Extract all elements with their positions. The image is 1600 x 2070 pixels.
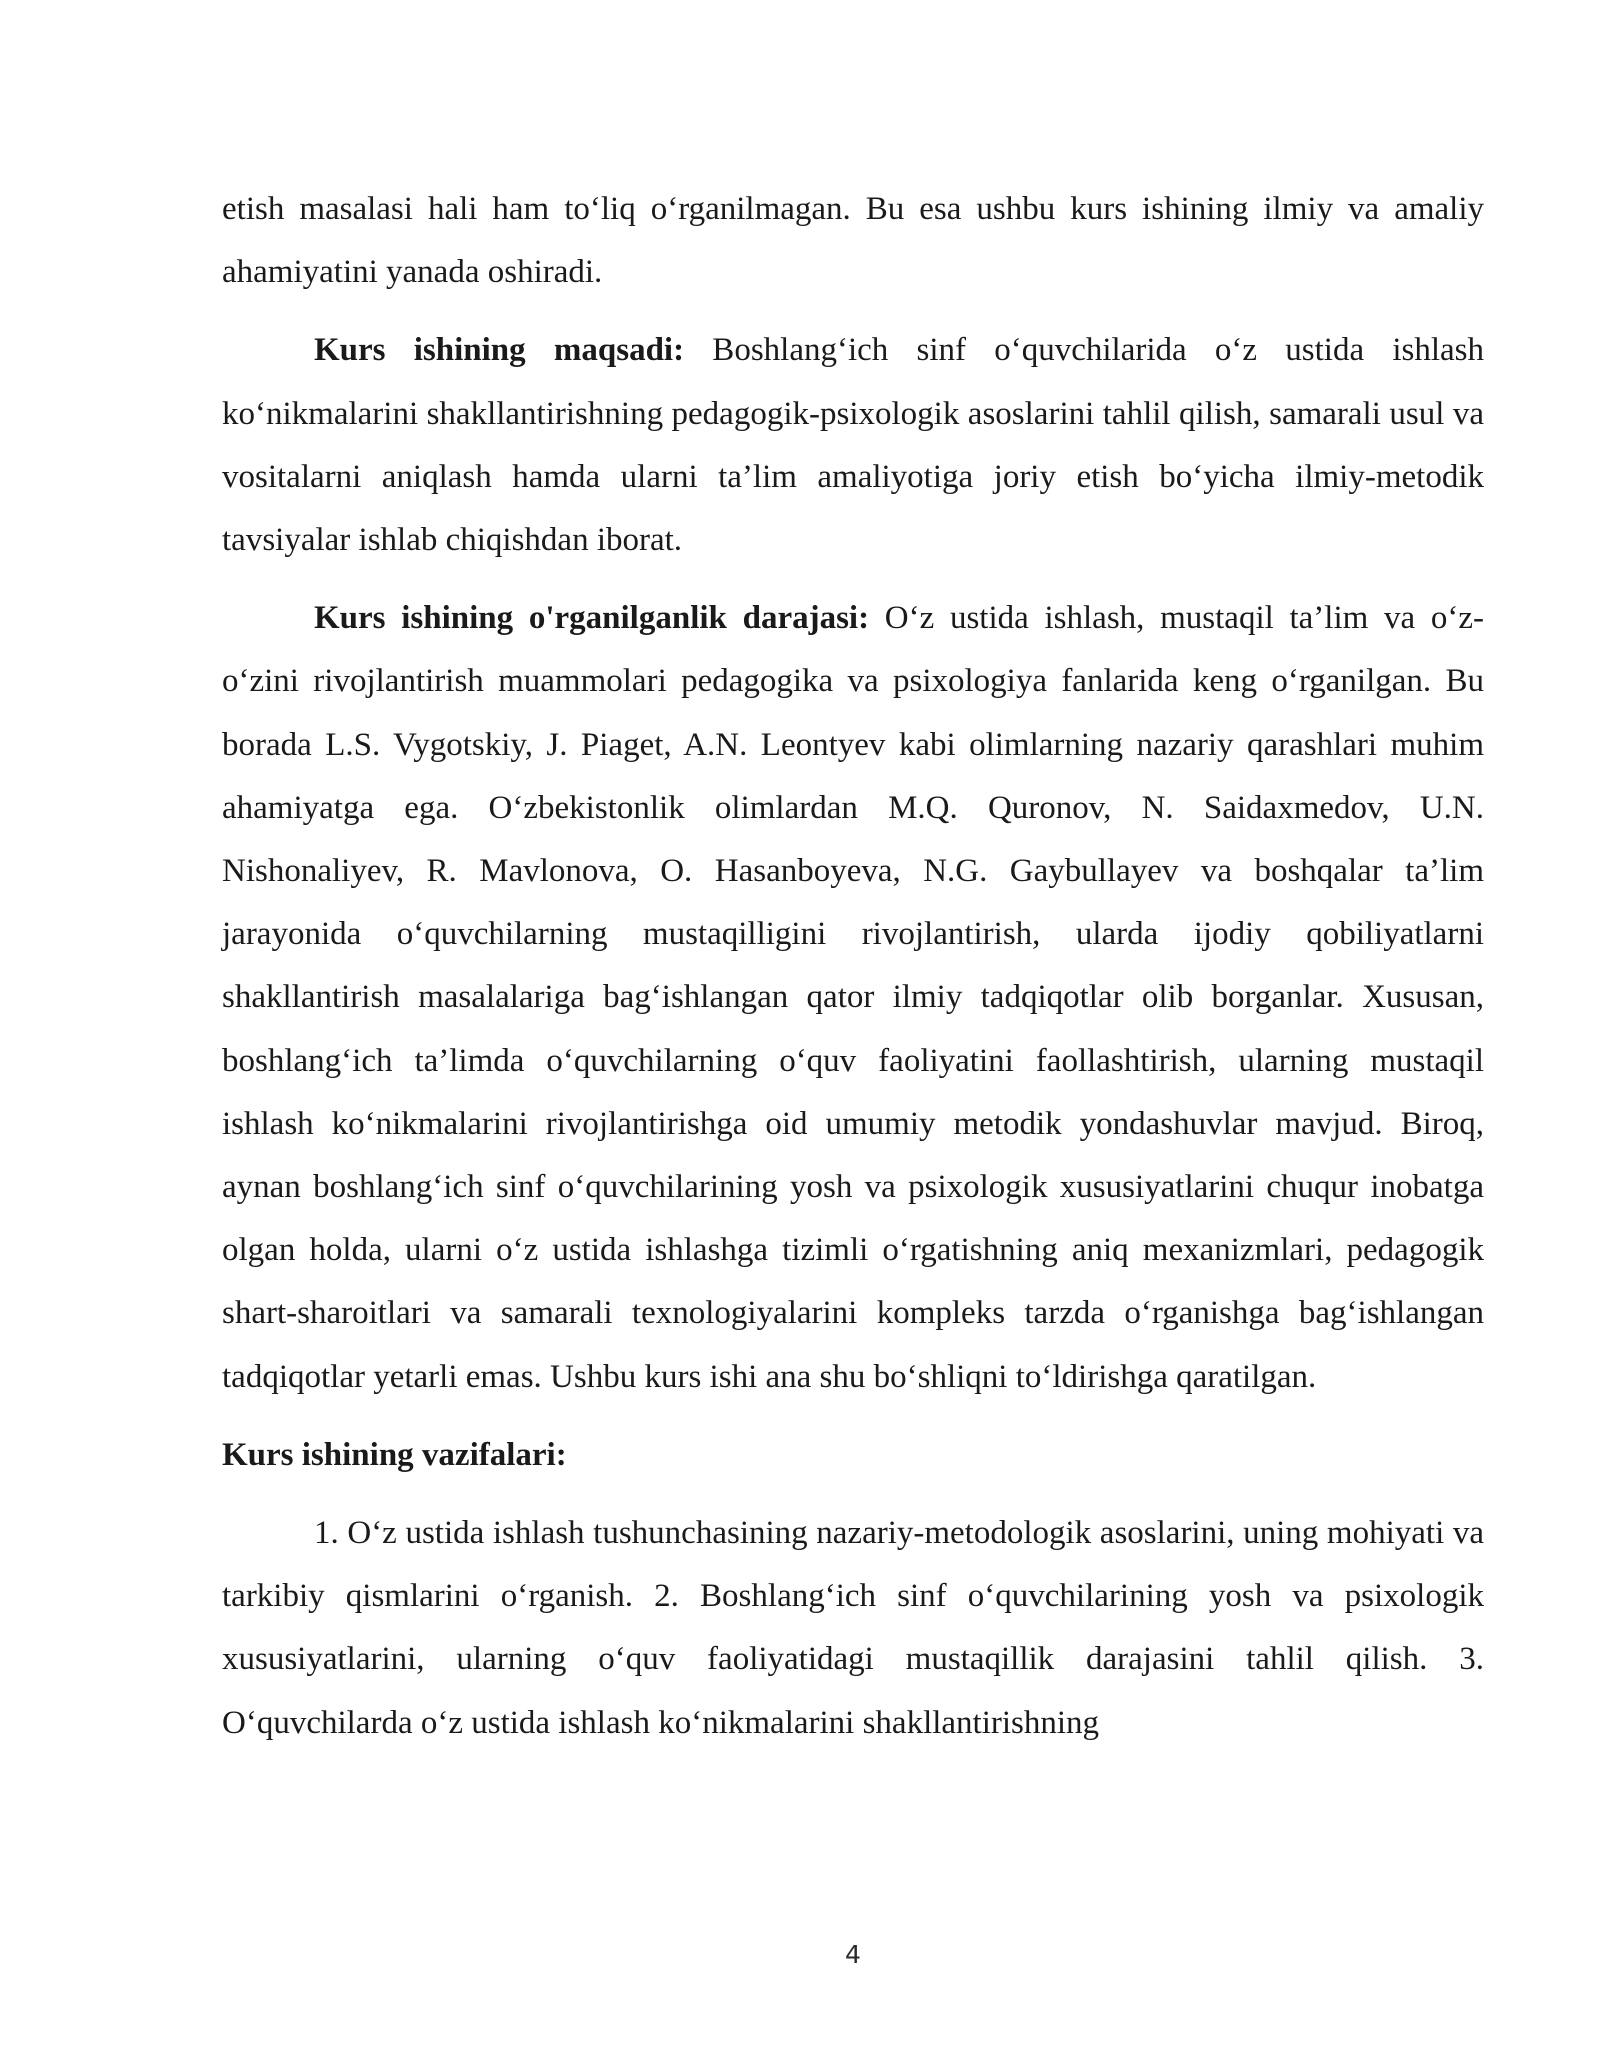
- goal-text: Boshlang‘ich sinf o‘quvchilarida o‘z ustida ishlash ko‘nikmalarini shakllantirishning pedagogik-psixologik asoslarini tahlil qilish, samarali usul va vositalarni aniqlash hamda ularni ta’lim amaliyotiga joriy etish bo‘yicha ilmiy-metodik tavsiyalar ishlab chiqishdan iborat.: [222, 332, 1484, 559]
- study-level-text: O‘z ustida ishlash, mustaqil ta’lim va o‘z-o‘zini rivojlantirish muammolari pedagogika va psixologiya fanlarida keng o‘rganilgan. Bu borada L.S. Vygotskiy, J. Piaget, A.N. Leontyev kabi olimlarning nazariy qarashlari muhim ahamiyatga ega. O‘zbekistonlik olimlardan M.Q. Quronov, N. Saidaxmedov, U.N. Nishonaliyev, R. Mavlonova, O. Hasanboyeva, N.G. Gaybullayev va boshqalar ta’lim jarayonida o‘quvchilarning mustaqilligini rivojlantirish, ularda ijodiy qobiliyatlarni shakllantirish masalalariga bag‘ishlangan qator ilmiy tadqiqotlar olib borganlar. Xususan, boshlang‘ich ta’limda o‘quvchilarning o‘quv faoliyatini faollashtirish, ularning mustaqil ishlash ko‘nikmalarini rivojlantirishga oid umumiy metodik yondashuvlar mavjud. Biroq, aynan boshlang‘ich sinf o‘quvchilarining yosh va psixologik xususiyatlarini chuqur inobatga olgan holda, ularni o‘z ustida ishlashga tizimli o‘rgatishning aniq mexanizmlari, pedagogik shart-sharoitlari va samarali texnologiyalarini kompleks tarzda o‘rganishga bag‘ishlangan tadqiqotlar yetarli emas. Ushbu kurs ishi ana shu bo‘shliqni to‘ldirishga qaratilgan.: [222, 600, 1484, 1395]
- study-level-label: Kurs ishining o'rganilganlik darajasi:: [314, 600, 870, 637]
- goal-label: Kurs ishining maqsadi:: [314, 332, 685, 369]
- tasks-text: 1. O‘z ustida ishlash tushunchasining nazariy-metodologik asoslarini, uning mohiyati va tarkibiy qismlarini o‘rganish. 2. Boshlang‘ich sinf o‘quvchilarining yosh va psixologik xususiyatlarini, ularning o‘quv faoliyatidagi mustaqillik darajasini tahlil qilish. 3. O‘quvchilarda o‘z ustida ishlash ko‘nikmalarini shakllantirishning: [222, 1515, 1484, 1741]
- paragraph-tasks: [222, 1502, 1484, 1755]
- paragraph-goal: [222, 319, 1484, 572]
- paragraph-text: etish masalasi hali ham to‘liq o‘rganilmagan. Bu esa ushbu kurs ishining ilmiy va amaliy ahamiyatini yanada oshiradi.: [222, 191, 1484, 291]
- document-body: [222, 178, 1484, 1755]
- paragraph-intro-continuation: [222, 178, 1484, 304]
- page-number: 4: [845, 1940, 861, 1969]
- tasks-heading: Kurs ishining vazifalari:: [222, 1436, 567, 1473]
- paragraph-study-level: [222, 587, 1484, 1409]
